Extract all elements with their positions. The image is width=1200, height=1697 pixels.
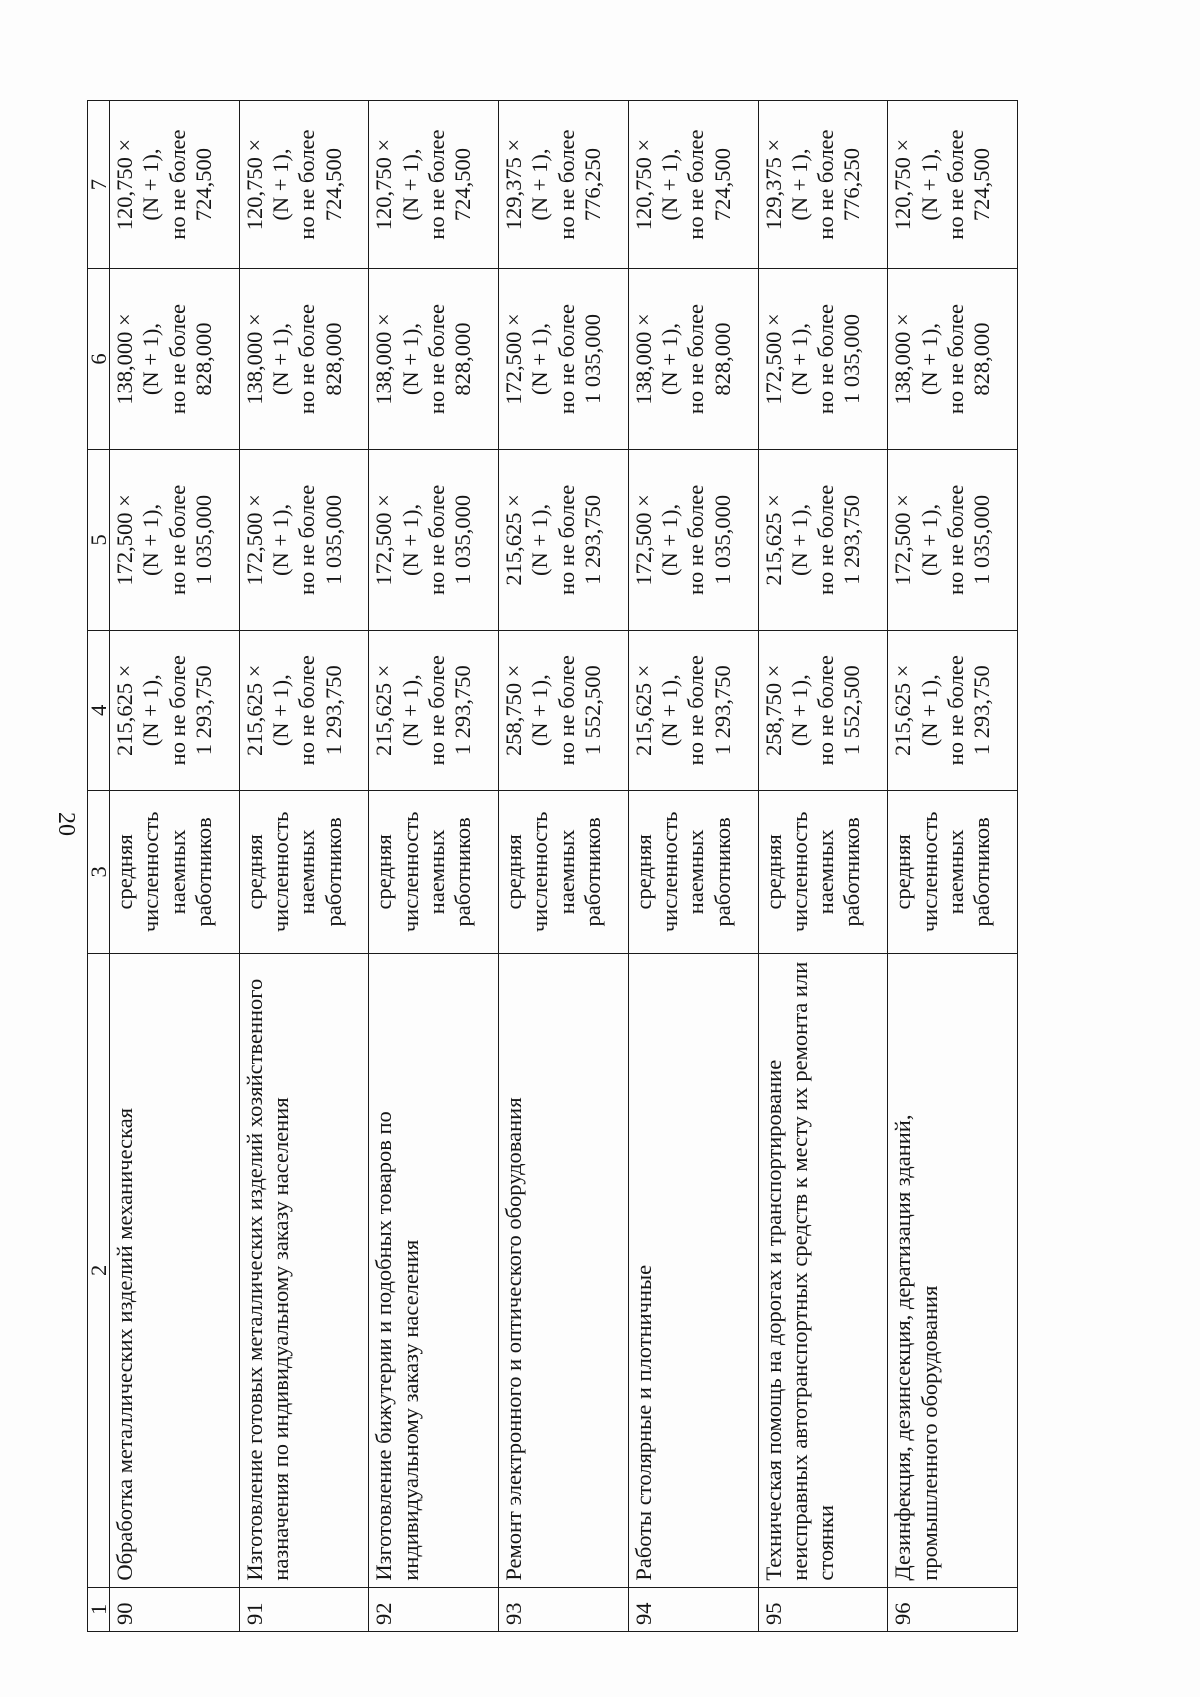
header-cell-5: 5 <box>88 449 110 630</box>
value-line: но не более <box>813 303 839 415</box>
value-line: 215,625 × <box>501 494 527 586</box>
value-cell-4 <box>110 630 240 790</box>
value-line: 120,750 × <box>630 138 656 231</box>
value-line: (N + 1), <box>527 323 553 396</box>
value-line: но не более <box>553 655 579 766</box>
value-line: 172,500 × <box>630 494 656 586</box>
value-line: (N + 1), <box>916 503 942 576</box>
row-number-cell: 96 <box>888 1587 1018 1631</box>
value-line: 120,750 × <box>241 138 267 231</box>
value-cell-5 <box>628 449 758 630</box>
value-line: но не более <box>424 484 450 595</box>
row-number-cell: 93 <box>499 1587 629 1631</box>
unit-line: наемных <box>683 829 709 915</box>
value-line: 724,500 <box>190 148 216 222</box>
value-line: (N + 1), <box>657 674 683 747</box>
table-row <box>888 101 1018 1632</box>
unit-line: работников <box>580 817 606 927</box>
activity-description-cell: Обработка металлических изделий механическая <box>110 954 240 1588</box>
value-line: 138,000 × <box>241 313 267 405</box>
value-cell-4 <box>628 630 758 790</box>
value-line: 120,750 × <box>890 138 916 231</box>
value-line: но не более <box>553 484 579 595</box>
table-row <box>369 101 499 1632</box>
value-line: (N + 1), <box>268 674 294 747</box>
value-line: но не более <box>942 129 968 240</box>
value-line: но не более <box>164 303 190 415</box>
value-cell-4 <box>499 630 629 790</box>
value-cell-7 <box>628 101 758 269</box>
value-line: но не более <box>294 303 320 415</box>
value-line: 172,500 × <box>760 313 786 405</box>
value-line: 138,000 × <box>630 313 656 405</box>
value-line: 258,750 × <box>501 664 527 756</box>
unit-cell <box>369 790 499 953</box>
value-cell-6 <box>628 269 758 450</box>
value-line: 172,500 × <box>112 494 137 586</box>
unit-line: наемных <box>164 829 190 915</box>
value-line: 724,500 <box>709 148 735 222</box>
unit-line: наемных <box>942 829 968 915</box>
table-body <box>85 101 1018 1632</box>
value-cell-5 <box>499 449 629 630</box>
value-cell-7 <box>888 101 1018 269</box>
value-line: 1 293,750 <box>969 665 995 756</box>
header-cell-1: 1 <box>88 1587 110 1631</box>
value-cell-6 <box>369 269 499 450</box>
value-line: (N + 1), <box>786 148 812 221</box>
value-line: но не более <box>294 129 320 240</box>
value-line: 1 552,500 <box>839 665 865 756</box>
unit-cell <box>628 790 758 953</box>
value-line: 215,625 × <box>630 664 656 756</box>
value-line: 1 293,750 <box>320 665 346 756</box>
value-line: (N + 1), <box>138 674 164 747</box>
value-line: 215,625 × <box>112 664 137 756</box>
table-row <box>499 101 629 1632</box>
value-line: 138,000 × <box>112 313 137 405</box>
value-line: 1 293,750 <box>839 494 865 585</box>
unit-line: численность <box>786 811 812 933</box>
value-line: но не более <box>424 655 450 766</box>
activity-description-cell: Изготовление бижутерии и подобных товаров по индивидуальному заказу населения <box>369 954 499 1588</box>
value-line: 215,625 × <box>241 664 267 756</box>
unit-line: средняя <box>630 834 656 910</box>
value-line: 172,500 × <box>241 494 267 586</box>
value-line: (N + 1), <box>397 323 423 396</box>
value-line: 828,000 <box>190 322 216 396</box>
header-row <box>88 101 110 1632</box>
value-line: но не более <box>164 484 190 595</box>
value-line: но не более <box>683 303 709 415</box>
value-line: (N + 1), <box>916 323 942 396</box>
value-line: (N + 1), <box>786 323 812 396</box>
value-line: 172,500 × <box>371 494 397 586</box>
value-cell-5 <box>239 449 369 630</box>
unit-line: наемных <box>553 829 579 915</box>
unit-line: работников <box>839 817 865 927</box>
unit-line: численность <box>138 811 164 933</box>
unit-line: работников <box>709 817 735 927</box>
unit-line: средняя <box>890 834 916 910</box>
unit-cell <box>499 790 629 953</box>
header-cell-7: 7 <box>88 101 110 269</box>
activity-description-cell: Изготовление готовых металлических изделий хозяйственного назначения по индивидуальному заказу населения <box>239 954 369 1588</box>
value-cell-4 <box>369 630 499 790</box>
value-line: но не более <box>942 303 968 415</box>
value-line: (N + 1), <box>397 503 423 576</box>
value-line: 776,250 <box>580 148 606 222</box>
value-line: (N + 1), <box>138 323 164 396</box>
unit-line: численность <box>268 811 294 933</box>
unit-line: средняя <box>112 834 137 910</box>
value-line: 172,500 × <box>890 494 916 586</box>
value-line: (N + 1), <box>268 323 294 396</box>
unit-line: численность <box>527 811 553 933</box>
row-number-cell: 95 <box>758 1587 888 1631</box>
value-line: но не более <box>813 484 839 595</box>
value-line: 828,000 <box>320 322 346 396</box>
value-cell-6 <box>499 269 629 450</box>
value-line: (N + 1), <box>916 148 942 221</box>
value-line: но не более <box>942 655 968 766</box>
unit-cell <box>888 790 1018 953</box>
value-line: 215,625 × <box>371 664 397 756</box>
unit-line: работников <box>320 817 346 927</box>
value-line: 120,750 × <box>112 138 137 231</box>
unit-line: численность <box>397 811 423 933</box>
activity-description-cell: Дезинфекция, дезинсекция, дератизация зданий, промышленного оборудования <box>888 954 1018 1588</box>
value-cell-7 <box>369 101 499 269</box>
value-line: 1 035,000 <box>580 314 606 405</box>
unit-line: численность <box>657 811 683 933</box>
value-line: 138,000 × <box>371 313 397 405</box>
value-line: но не более <box>553 303 579 415</box>
value-line: 1 293,750 <box>450 665 476 756</box>
value-cell-4 <box>239 630 369 790</box>
unit-line: численность <box>916 811 942 933</box>
activity-description-cell: Техническая помощь на дорогах и транспортирование неисправных автотранспортных средств к месту их ремонта или стоянки <box>758 954 888 1588</box>
value-line: но не более <box>424 303 450 415</box>
value-line: 1 035,000 <box>320 494 346 585</box>
value-line: 828,000 <box>709 322 735 396</box>
unit-line: средняя <box>760 834 786 910</box>
activity-description-cell: Ремонт электронного и оптического оборудования <box>499 954 629 1588</box>
value-cell-7 <box>110 101 240 269</box>
value-line: 215,625 × <box>890 664 916 756</box>
rotated-table-wrapper <box>87 100 1018 1632</box>
value-line: 828,000 <box>969 322 995 396</box>
unit-line: работников <box>450 817 476 927</box>
unit-line: наемных <box>813 829 839 915</box>
header-cell-6: 6 <box>88 269 110 450</box>
value-line: 828,000 <box>450 322 476 396</box>
header-cell-3: 3 <box>88 790 110 953</box>
value-cell-6 <box>110 269 240 450</box>
value-line: (N + 1), <box>268 148 294 221</box>
value-line: (N + 1), <box>527 674 553 747</box>
table-row <box>758 101 888 1632</box>
value-line: 1 035,000 <box>450 494 476 585</box>
value-line: 120,750 × <box>371 138 397 231</box>
unit-line: наемных <box>294 829 320 915</box>
unit-line: наемных <box>424 829 450 915</box>
value-line: 724,500 <box>969 148 995 222</box>
row-number-cell: 92 <box>369 1587 499 1631</box>
value-line: (N + 1), <box>397 148 423 221</box>
value-cell-6 <box>758 269 888 450</box>
value-cell-5 <box>369 449 499 630</box>
value-line: (N + 1), <box>916 674 942 747</box>
value-line: 129,375 × <box>501 138 527 231</box>
value-cell-6 <box>239 269 369 450</box>
value-line: 724,500 <box>450 148 476 222</box>
value-line: но не более <box>683 129 709 240</box>
header-cell-4: 4 <box>88 630 110 790</box>
value-cell-7 <box>499 101 629 269</box>
value-line: (N + 1), <box>138 503 164 576</box>
value-line: (N + 1), <box>657 323 683 396</box>
value-line: 258,750 × <box>760 664 786 756</box>
unit-line: средняя <box>241 834 267 910</box>
value-line: (N + 1), <box>657 503 683 576</box>
value-cell-4 <box>758 630 888 790</box>
value-cell-5 <box>888 449 1018 630</box>
value-line: (N + 1), <box>397 674 423 747</box>
value-line: (N + 1), <box>527 503 553 576</box>
value-line: (N + 1), <box>657 148 683 221</box>
row-number-cell: 90 <box>110 1587 240 1631</box>
table-row <box>239 101 369 1632</box>
value-line: (N + 1), <box>138 148 164 221</box>
value-cell-6 <box>888 269 1018 450</box>
row-number-cell: 94 <box>628 1587 758 1631</box>
value-line: 1 035,000 <box>190 494 216 585</box>
unit-line: работников <box>969 817 995 927</box>
value-line: 172,500 × <box>501 313 527 405</box>
value-line: 129,375 × <box>760 138 786 231</box>
unit-line: средняя <box>501 834 527 910</box>
value-line: 1 552,500 <box>580 665 606 756</box>
value-line: (N + 1), <box>527 148 553 221</box>
value-line: (N + 1), <box>786 674 812 747</box>
value-line: 1 293,750 <box>580 494 606 585</box>
value-cell-5 <box>110 449 240 630</box>
data-table <box>87 100 1018 1632</box>
value-line: но не более <box>294 655 320 766</box>
value-line: но не более <box>164 655 190 766</box>
value-line: но не более <box>683 484 709 595</box>
value-cell-5 <box>758 449 888 630</box>
value-line: 1 035,000 <box>839 314 865 405</box>
row-number-cell: 91 <box>239 1587 369 1631</box>
value-line: 215,625 × <box>760 494 786 586</box>
table-row <box>628 101 758 1632</box>
value-line: 776,250 <box>839 148 865 222</box>
value-line: 1 293,750 <box>190 665 216 756</box>
table-row <box>110 101 240 1632</box>
value-line: но не более <box>683 655 709 766</box>
value-cell-7 <box>239 101 369 269</box>
value-cell-7 <box>758 101 888 269</box>
value-line: но не более <box>813 655 839 766</box>
value-line: но не более <box>942 484 968 595</box>
value-line: 724,500 <box>320 148 346 222</box>
value-line: 1 035,000 <box>969 494 995 585</box>
unit-line: средняя <box>371 834 397 910</box>
value-cell-4 <box>888 630 1018 790</box>
unit-cell <box>758 790 888 953</box>
value-line: но не более <box>294 484 320 595</box>
value-line: (N + 1), <box>268 503 294 576</box>
value-line: 1 293,750 <box>709 665 735 756</box>
unit-cell <box>239 790 369 953</box>
page-number: 20 <box>53 812 79 836</box>
value-line: но не более <box>164 129 190 240</box>
unit-cell <box>110 790 240 953</box>
unit-line: работников <box>190 817 216 927</box>
value-line: но не более <box>424 129 450 240</box>
value-line: но не более <box>813 129 839 240</box>
activity-description-cell: Работы столярные и плотничные <box>628 954 758 1588</box>
value-line: но не более <box>553 129 579 240</box>
value-line: 138,000 × <box>890 313 916 405</box>
value-line: 1 035,000 <box>709 494 735 585</box>
value-line: (N + 1), <box>786 503 812 576</box>
header-cell-2: 2 <box>88 954 110 1588</box>
